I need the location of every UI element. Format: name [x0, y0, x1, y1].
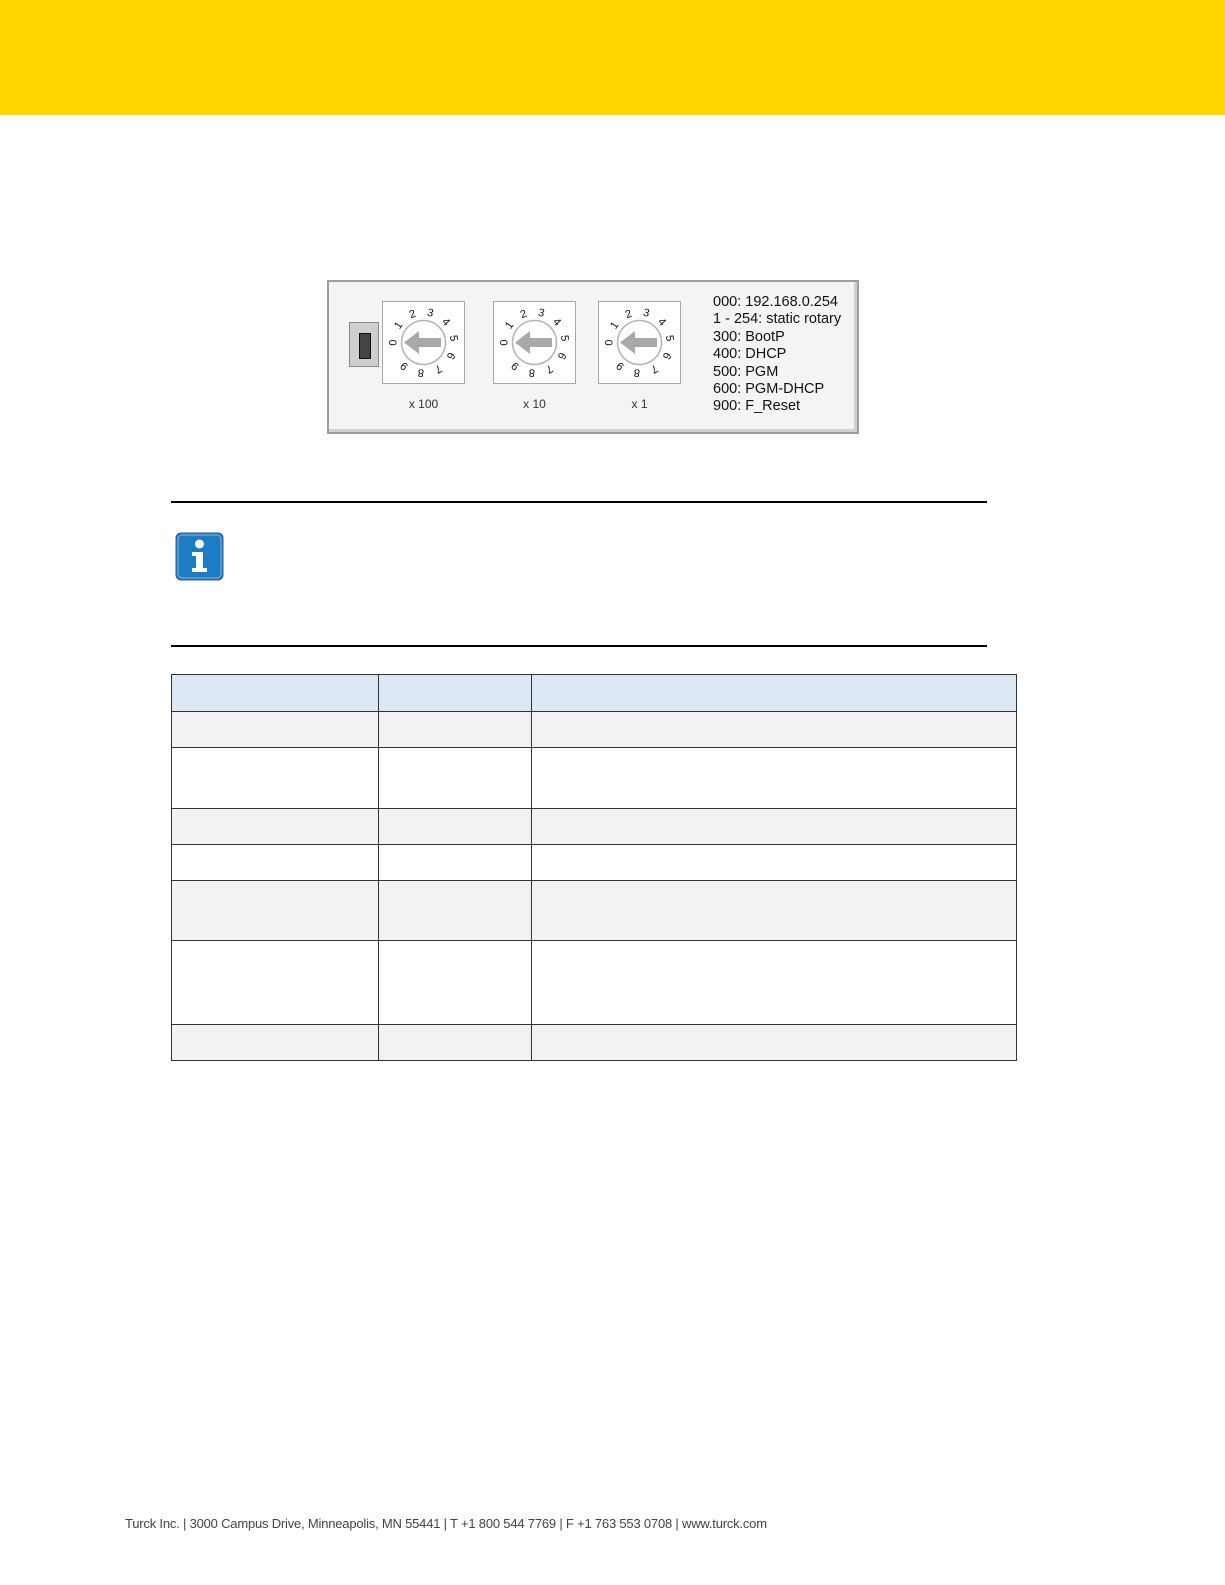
table-row: [172, 809, 1017, 845]
legend-line: 000: 192.168.0.254: [713, 294, 838, 310]
table-cell: [172, 941, 379, 1025]
dial-digit: 2: [407, 307, 418, 322]
dial-digit: 9: [614, 359, 627, 373]
table-cell: [532, 712, 1017, 748]
table-cell: [172, 748, 379, 809]
table-row: [172, 941, 1017, 1025]
table-row: [172, 845, 1017, 881]
dial-digit: 9: [509, 359, 522, 373]
legend-line: 1 - 254: static rotary: [713, 311, 842, 328]
rotary-dial-x1: [598, 301, 681, 384]
slide-switch-knob: [359, 333, 371, 359]
table-row: [172, 712, 1017, 748]
rotary-switch-figure: [327, 280, 859, 434]
rotary-dial-x10: [493, 301, 576, 384]
dial-digit: 1: [608, 319, 622, 332]
dial-digit: 1: [392, 319, 406, 332]
legend-line: 300: BootP: [713, 328, 785, 345]
table-header-cell: [379, 675, 532, 712]
dial-digit: 2: [623, 307, 634, 322]
dial-digit: 4: [550, 315, 564, 329]
dial-digit: 4: [655, 315, 669, 329]
dial-digit: 9: [398, 359, 411, 373]
table-row: [172, 748, 1017, 809]
dial-face: [383, 302, 464, 383]
table-cell: [379, 881, 532, 941]
dial-digit: 6: [443, 350, 458, 362]
table-cell: [379, 845, 532, 881]
table-header-cell: [172, 675, 379, 712]
header-band: [0, 0, 1225, 115]
dial-digit: 3: [641, 306, 651, 320]
legend-line: 900: F_Reset: [713, 398, 801, 415]
dial-digit: 5: [662, 334, 676, 343]
table-cell: [379, 748, 532, 809]
table-cell: [172, 881, 379, 941]
dial-digit: 4: [439, 315, 453, 329]
dial-digit: 8: [633, 366, 641, 379]
legend-line: 400: DHCP: [713, 346, 787, 363]
table-cell: [172, 712, 379, 748]
dial-digit: 0: [603, 339, 616, 346]
dial-label-x10: x 10: [523, 397, 546, 411]
dial-digit: 2: [518, 307, 529, 322]
dial-digit: 0: [387, 339, 400, 346]
dial-digit: 3: [536, 306, 546, 320]
table-cell: [379, 809, 532, 845]
dial-face: [599, 302, 680, 383]
dial-digit: 1: [503, 319, 517, 332]
table-cell: [379, 941, 532, 1025]
slide-switch: [349, 322, 379, 367]
table-cell: [532, 1025, 1017, 1061]
table-cell: [172, 845, 379, 881]
table-cell: [532, 941, 1017, 1025]
dial-digit: 5: [557, 334, 571, 343]
table-cell: [532, 845, 1017, 881]
table-cell: [172, 1025, 379, 1061]
dial-digit: 7: [648, 361, 660, 376]
dial-digit: 6: [659, 350, 674, 362]
table-header-row: [172, 675, 1017, 712]
table-cell: [532, 748, 1017, 809]
info-icon: [175, 532, 224, 581]
table-row: [172, 881, 1017, 941]
dial-digit: 7: [543, 361, 555, 376]
dial-face: [494, 302, 575, 383]
legend-line: 600: PGM-DHCP: [713, 381, 825, 398]
dial-label-x1: x 1: [631, 397, 648, 411]
settings-table: [171, 674, 1017, 1061]
address-legend: [713, 294, 841, 416]
table-cell: [172, 809, 379, 845]
dial-label-x100: x 100: [408, 397, 439, 411]
table-cell: [379, 1025, 532, 1061]
table-row: [172, 1025, 1017, 1061]
dial-digit: 5: [446, 334, 460, 343]
dial-digit: 8: [417, 366, 425, 379]
table-cell: [532, 881, 1017, 941]
dial-digit: 3: [425, 306, 435, 320]
table-cell: [379, 712, 532, 748]
dial-digit: 8: [528, 366, 536, 379]
note-top-rule: [171, 501, 987, 503]
rotary-dial-x100: [382, 301, 465, 384]
page-footer: Turck Inc. | 3000 Campus Drive, Minneapolis, MN 55441 | T +1 800 544 7769 | F +1 763 553 0708 | www.turck.com: [125, 1516, 767, 1531]
dial-digit: 7: [432, 361, 444, 376]
table-cell: [532, 809, 1017, 845]
note-bottom-rule: [171, 645, 987, 647]
dial-digit: 6: [554, 350, 569, 362]
dial-digit: 0: [498, 339, 511, 346]
table-header-cell: [532, 675, 1017, 712]
legend-line: 500: PGM: [713, 363, 779, 380]
